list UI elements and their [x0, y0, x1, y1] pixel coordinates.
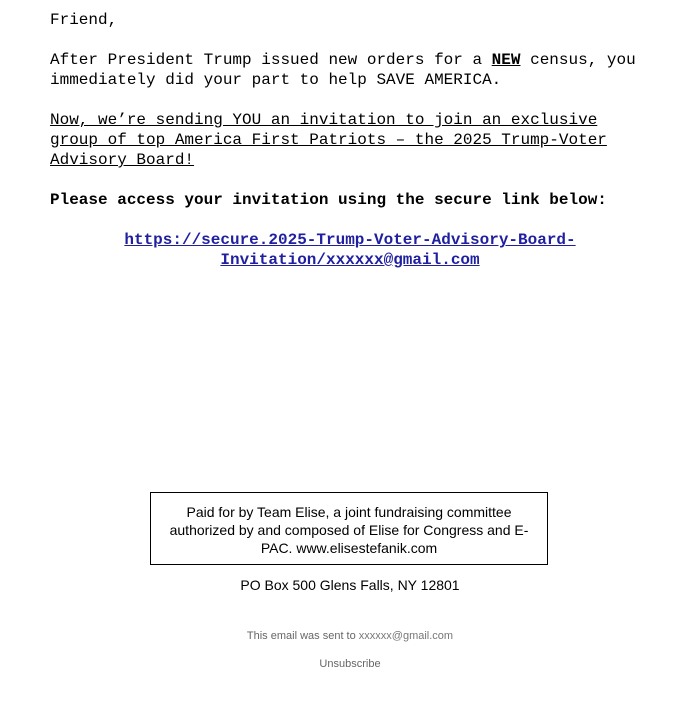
- paragraph-census: [50, 50, 650, 90]
- sent-to-email: xxxxxx@gmail.com: [358, 630, 454, 642]
- sent-to-label: This email was sent to: [246, 630, 356, 642]
- paid-for-disclaimer: Paid for by Team Elise, a joint fundraising committee authorized by and composed of Elise for Congress and E-PAC. www.elisestefanik.com: [150, 492, 548, 565]
- sent-to-notice: [0, 629, 700, 643]
- paragraph-invitation: Now, we’re sending YOU an invitation to join an exclusive group of top America First Patriots – the 2025 Trump-Voter Advisory Board!: [50, 111, 607, 169]
- paragraph-access-instructions: Please access your invitation using the secure link below:: [50, 191, 607, 209]
- paragraph-census-after: census, you immediately did your part to help SAVE AMERICA.: [50, 51, 636, 89]
- paragraph-census-before: After President Trump issued new orders for a: [50, 51, 492, 69]
- email-body: [50, 10, 650, 270]
- greeting: Friend,: [50, 11, 118, 29]
- new-emphasis: NEW: [491, 51, 521, 69]
- invitation-link-line2[interactable]: Invitation/xxxxxx@gmail.com: [220, 251, 480, 269]
- invitation-link[interactable]: [124, 231, 575, 269]
- unsubscribe-link[interactable]: Unsubscribe: [319, 658, 381, 670]
- invitation-link-wrap: [50, 230, 650, 270]
- invitation-link-line1[interactable]: https://secure.2025-Trump-Voter-Advisory-Board-: [124, 231, 576, 249]
- mailing-address: PO Box 500 Glens Falls, NY 12801: [240, 577, 460, 593]
